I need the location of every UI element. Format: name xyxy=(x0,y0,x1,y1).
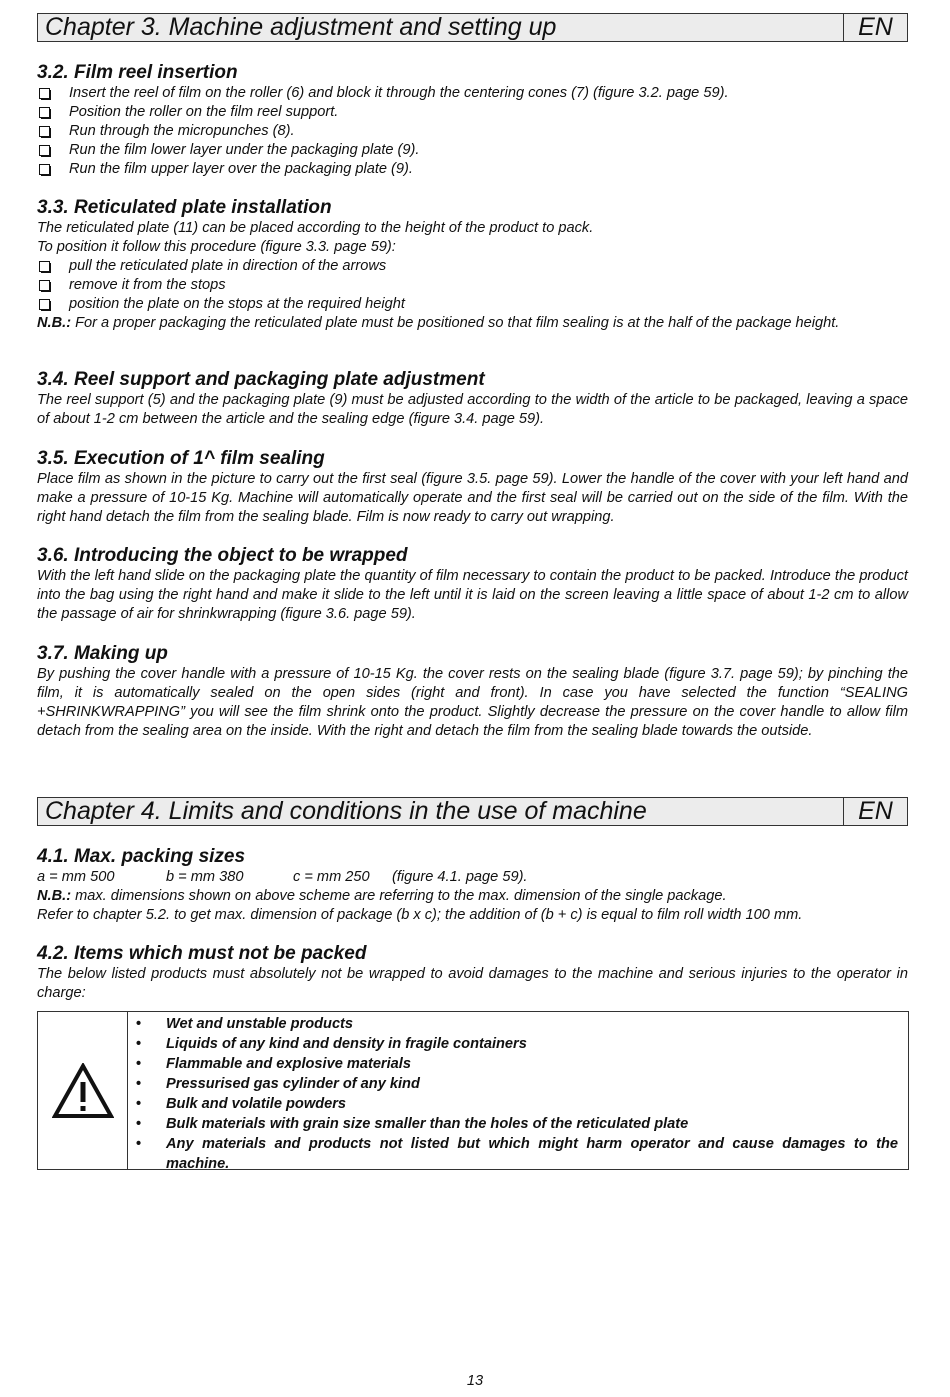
paragraph: Place film as shown in the picture to carry out the first seal (figure 3.5. page 59). Lower the handle of the cover with your left hand and make a pressure of 10-15 Kg. Machine will automatically operate and the first seal will be carried out on the side of the film. With the right hand detach the film from the sealing blade. Film is now ready to carry out wrapping. xyxy=(37,471,908,525)
checkbox-icon xyxy=(39,280,50,291)
list-item: • Flammable and explosive materials xyxy=(128,1054,898,1074)
list-item: • Pressurised gas cylinder of any kind xyxy=(128,1074,898,1094)
list-item: • Wet and unstable products xyxy=(128,1014,898,1034)
checkbox-icon xyxy=(39,164,50,175)
chapter-4-lang: EN xyxy=(858,797,893,825)
page-number: 13 xyxy=(466,1373,484,1389)
checkbox-icon xyxy=(39,107,50,118)
checkbox-icon xyxy=(39,126,50,137)
checkbox-icon xyxy=(39,299,50,310)
checkbox-icon xyxy=(39,88,50,99)
section-3-5 xyxy=(37,448,908,527)
section-3-3 xyxy=(37,197,908,333)
list-item: • Liquids of any kind and density in fragile containers xyxy=(128,1034,898,1054)
section-heading: 3.5. Execution of 1^ film sealing xyxy=(37,448,325,469)
max-sizes xyxy=(37,868,908,887)
paragraph: With the left hand slide on the packaging plate the quantity of film necessary to contain the product to be packed. Introduce the product into the bag using the right hand and make it slide to the left until it is laid on the screen leaving a little space of about 1-2 cm to allow the passage of air for shrinkwrapping (figure 3.6. page 59). xyxy=(37,568,908,622)
figure-ref: (figure 4.1. page 59). xyxy=(392,869,528,885)
section-3-4 xyxy=(37,369,908,429)
paragraph: By pushing the cover handle with a pressure of 10-15 Kg. the cover rests on the sealing blade (figure 3.7. page 59); by pinching the film, it is automatically sealed on the open sides (right and front). In case you have selected the function “SEALING +SHRINKWRAPPING” you will see the film shrink onto the product. Slightly decrease the pressure on the cover handle to allow film detach from the sealing area on the inside. With the right and detach the film from the sealing blade towards the outside. xyxy=(37,666,908,739)
warning-table xyxy=(37,1011,909,1170)
note: N.B.: max. dimensions shown on above scheme are referring to the max. dimension of the single package. xyxy=(37,888,727,904)
checklist xyxy=(37,84,908,179)
list-item: Position the roller on the film reel support. xyxy=(37,103,908,122)
paragraph: The below listed products must absolutely not be wrapped to avoid damages to the machine and serious injuries to the operator in charge: xyxy=(37,966,908,1001)
list-item: pull the reticulated plate in direction of the arrows xyxy=(37,257,908,276)
warning-icon-cell xyxy=(38,1012,128,1169)
checkbox-icon xyxy=(39,261,50,272)
list-item: Run the film upper layer over the packaging plate (9). xyxy=(37,160,908,179)
section-heading: 3.6. Introducing the object to be wrapped xyxy=(37,545,408,566)
chapter-3-lang: EN xyxy=(858,13,893,41)
section-heading: 3.2. Film reel insertion xyxy=(37,62,238,83)
paragraph: Refer to chapter 5.2. to get max. dimension of package (b x c); the addition of (b + c) is equal to film roll width 100 mm. xyxy=(37,907,803,923)
list-item: Insert the reel of film on the roller (6) and block it through the centering cones (7) (figure 3.2. page 59). xyxy=(37,84,908,103)
section-heading: 3.7. Making up xyxy=(37,643,168,664)
checkbox-icon xyxy=(39,145,50,156)
paragraph: To position it follow this procedure (figure 3.3. page 59): xyxy=(37,239,396,255)
list-item: remove it from the stops xyxy=(37,276,908,295)
section-4-1 xyxy=(37,846,908,925)
chapter-3-header xyxy=(37,13,908,42)
chapter-4-title: Chapter 4. Limits and conditions in the use of machine xyxy=(38,798,844,825)
warning-icon xyxy=(52,1063,114,1119)
checklist xyxy=(37,257,908,314)
list-item: • Bulk materials with grain size smaller than the holes of the reticulated plate xyxy=(128,1114,898,1134)
section-4-2 xyxy=(37,943,908,1003)
list-item: • Any materials and products not listed but which might harm operator and cause damages to the machine. xyxy=(128,1134,898,1174)
list-item: position the plate on the stops at the required height xyxy=(37,295,908,314)
size-a: a = mm 500 xyxy=(37,869,115,885)
paragraph: The reticulated plate (11) can be placed according to the height of the product to pack. xyxy=(37,220,594,236)
section-heading: 4.1. Max. packing sizes xyxy=(37,846,246,867)
chapter-3-title: Chapter 3. Machine adjustment and setting up xyxy=(38,14,844,41)
section-heading: 4.2. Items which must not be packed xyxy=(37,943,367,964)
list-item: Run the film lower layer under the packaging plate (9). xyxy=(37,141,908,160)
section-3-6 xyxy=(37,545,908,624)
note: N.B.: For a proper packaging the reticulated plate must be positioned so that film sealing is at the half of the package height. xyxy=(37,315,840,331)
section-3-7 xyxy=(37,643,908,741)
forbidden-items xyxy=(128,1012,908,1172)
size-b: b = mm 380 xyxy=(166,869,244,885)
list-item: • Bulk and volatile powders xyxy=(128,1094,898,1114)
size-c: c = mm 250 xyxy=(293,869,370,885)
section-heading: 3.3. Reticulated plate installation xyxy=(37,197,332,218)
list-item: Run through the micropunches (8). xyxy=(37,122,908,141)
section-heading: 3.4. Reel support and packaging plate adjustment xyxy=(37,369,485,390)
chapter-4-header xyxy=(37,797,908,826)
paragraph: The reel support (5) and the packaging plate (9) must be adjusted according to the width of the article to be packaged, leaving a space of about 1-2 cm between the article and the sealing edge (figure 3.4. page 59). xyxy=(37,392,908,427)
section-3-2 xyxy=(37,62,908,179)
